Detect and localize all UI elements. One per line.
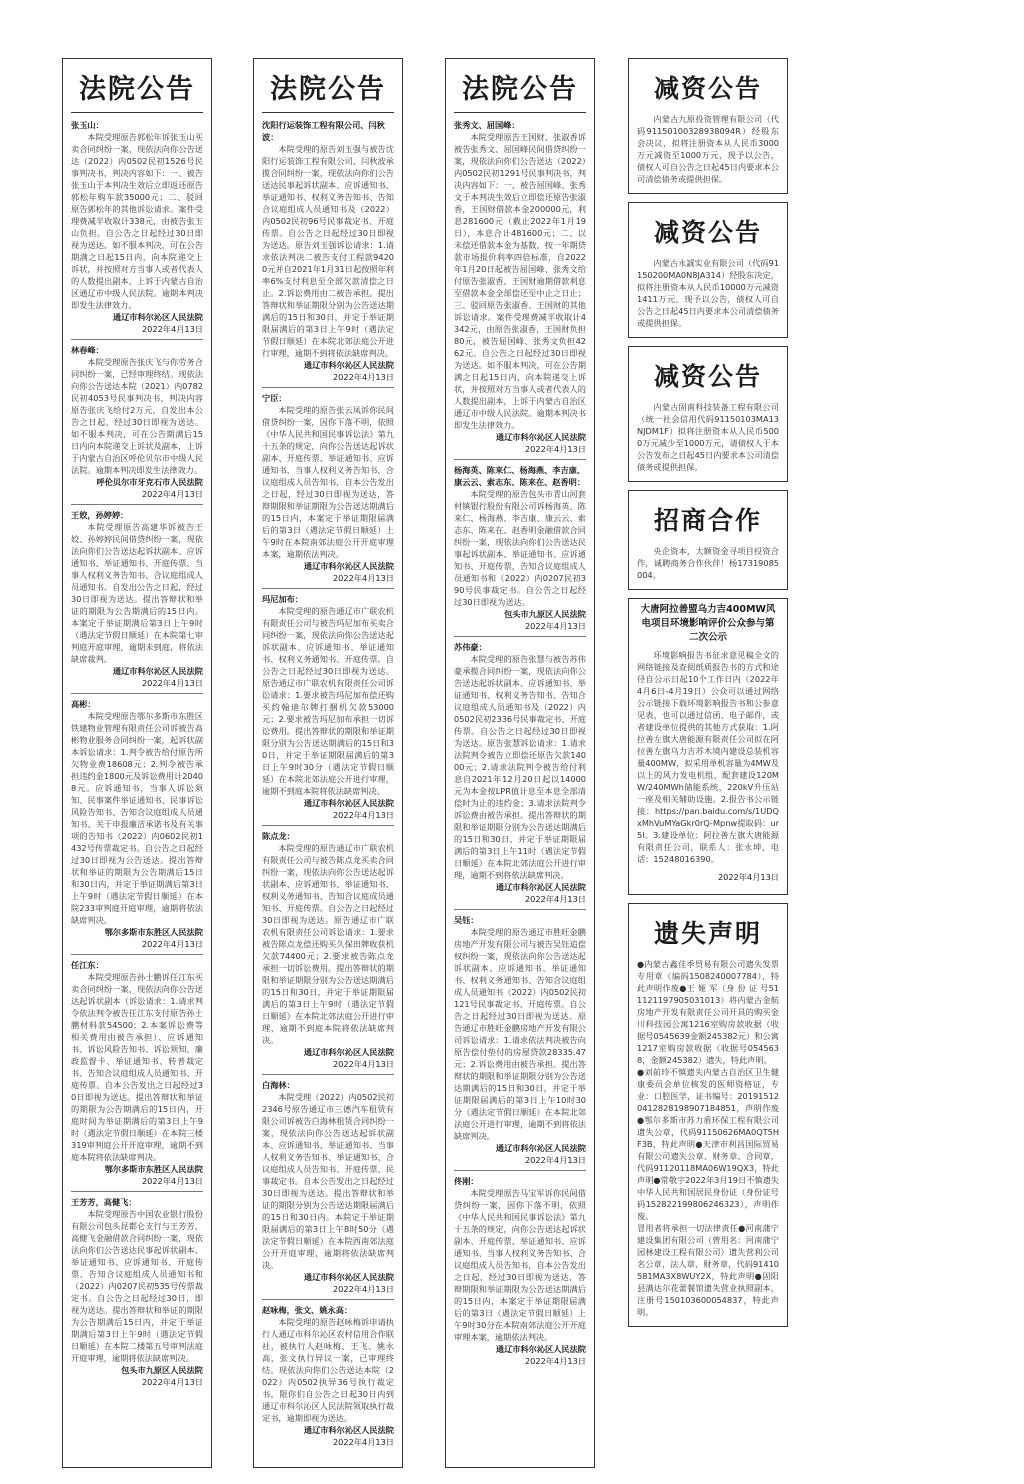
notice-party: 张秀文、屈国峰： [454,120,520,130]
notice-body: 本院受理原告孙士鹏诉任江东买卖合同纠纷一案，现依法向你公告送达起诉状副本（诉讼请求：1.请求判令依法判令被告任江东支付原告孙士鹏材料款54500；2.本案诉讼费等相关费用由被告承担）、应诉通知书、诉讼风险告知书、诉讼须知、廉政监督卡、举证通知书、转普裁定书、告知合议庭组成人员通知书、开庭传票。自本公告发出之日起经过30日即视为送达。提出答辩状和举证的期限为公告期满后的15日内，开庭时间为举证期满后的第3日上午9时（遇法定节假日顺延）在本院三楼319审判庭公开开庭审理，逾期不到庭本院将依法缺席判决。 [71,972,203,1162]
notice-party: 王芳芳，高健飞： [71,1197,137,1207]
notice-body: 环境影响报告书征求意见稿全文的网络链接及查阅纸质报告书的方式和途径自公示日起10个工作日内（2022年4月6日-4月19日）公众可以通过网络公示链接下载环境影响报告书和公参意见表，也可以通过信函、电子邮件，或者建设单位提供的其他方式获取：1.阿拉善左旗大唐能源有限责任公司拟在阿拉善左旗乌力吉苏木境内建设总装机容量400MW，拟采用单机容量为4MW及以上的风力发电机组，配套建设120MW/240MWh储能系统、220kV升压站一座及相关辅助设施。2.报告书公示链接：https://pan.baidu.com/s/1UDQxMhVuMYaGkr0rQ-Mpnw提取码：ur5l。3.建设单位：阿拉善左旗大唐能源有限责任公司，联系人：张永坤，电话：15248016390。 [637,650,779,864]
divider [454,459,586,460]
notice-date: 2022年4月13日 [332,1284,394,1294]
court-notice [262,1304,394,1448]
notice-date: 2022年4月13日 [332,1437,394,1447]
notice-date: 2022年4月13日 [332,1059,394,1069]
court-notice-column-2 [253,58,403,1468]
notice-date: 2022年4月13日 [332,372,394,382]
notice-date: 2022年4月13日 [332,810,394,820]
notice-list [262,119,394,1448]
notice-party: 高彬： [71,699,96,709]
notice-court: 通辽市科尔沁区人民法院 [303,1047,394,1057]
notice-court: 通辽市科尔沁区人民法院 [495,882,586,892]
notice-date: 2022年4月13日 [141,1377,203,1387]
capital-reduction-notice-3 [628,346,788,482]
notice-body: 本院受理原告马宝军诉你民间借贷纠纷一案，因你下落不明，依照《中华人民共和国民事诉讼法》第九十五条的规定，向你公告送达起诉状副本、开庭传票、举证通知书、应诉通知书、当事人权利义务告知书、合议庭组成人员告知书，自本公告发出之日起，经过30日即视为送达，答辩期限和举证期限为公告送达期满后的15日内，本案定于举证期限届满后的第3日（遇法定节假日顺延）上午9时30分在本院南郊法庭公开开庭审理本案，逾期依法判决。 [454,1188,586,1342]
court-notice [262,1079,394,1295]
notice-body: 内蒙古固南科技装备工程有限公司（统一社会信用代码91150103MA13NJDM1F）拟将注册资本从人民币5000万元减少至1000万元，请债权人于本公告发布之日起45日内要求本公司清偿债务或提供担保。 [637,402,779,472]
court-notice [454,914,586,1166]
notice-party: 林春峰： [71,345,104,355]
divider [262,1074,394,1075]
notice-court: 鄂尔多斯市东胜区人民法院 [104,1164,203,1174]
divider [71,339,203,340]
notice-court: 呼伦贝尔市牙克石市人民法院 [96,477,203,487]
notice-court: 通辽市科尔沁区人民法院 [495,1344,586,1354]
notice-date: 2022年4月13日 [717,872,779,882]
notice-body: 本院受理原告王国财、张淑香诉被告张秀文、屈国峰民间借贷纠纷一案，现依法向你们公告送达（2022）内0502民初1291号民事判决书，判决内容如下：一、被告屈国峰、张秀文于本判决生效后立即偿还原告张淑香，王国财借款本金200000元，利息281600元（截止2022年1月19日），本息合计481600元；二、以未偿还借款本金为基数，按一年期贷款市场报价利率四倍标准，自2022年1月20日起被告屈国峰、张秀文给付原告张淑香、王国财逾期借款利息至借款本金全部偿还至中止之日止；三、驳回原告张淑香、王国财的其他诉讼请求。案件受理费减半收取计4342元，由原告张淑香，王国财负担80元，被告屈国峰、张秀文负担4262元。自公告之日起经过30日即视为送达。如不服本判决，可在公告期满之日起15日内，向本院递交上诉状，并按照对方当事人或者代表人的人数提出副本，上诉于内蒙古自治区通辽市中级人民法院。逾期本判决书即发生法律效力。 [454,132,586,430]
notice-title: 遗失声明 [653,919,762,948]
notice-title: 减资公告 [653,362,762,391]
notice-title: 招商合作 [653,506,762,535]
divider [71,1191,203,1192]
court-notice [262,119,394,383]
notice-party: 玛尼加布： [262,594,303,604]
notice-date: 2022年4月13日 [141,489,203,499]
divider [262,1299,394,1300]
notice-body: 本院受理的原告通辽市胜旺金鹏房地产开发有限公司与被告吴钰追偿权纠纷一案，现依法向你公告送达起诉状副本、应诉通知书、举证通知书、权利义务通知书、告知合议庭组成人员通知书（2022）内0502民初121号民事裁定书、开庭传票。自公告之日起经过30日即视为送达。原告通辽市胜旺金鹏房地产开发有限公司诉讼请求：1.请求依法判决被告向原告偿付垫付的房屋贷款28335.47元；2.诉讼费用由被告承担。提出答辩状的期限和举证期限分别为公告送达期满后的15日和30日，并定于举证期限届满后的第3日上午10时30分（遇法定节假日顺延）在本院北郊法庭公开进行审理，逾期不到将依法缺席判决。 [454,927,586,1141]
notice-date: 2022年4月13日 [332,573,394,583]
court-notice [454,1175,586,1367]
notice-title: 减资公告 [653,218,762,247]
notice-date: 2022年4月13日 [524,1155,586,1165]
lost-item: 冒用者将承担一切法律责任●河南蒲宁建设集团有限公司（曾用名：河南蒲宁园林建设工程有限公司）遗失营利公司名公章，法人章，财务章，代码91410581MA3X8WUY2X，特此声明●固阳县满达尔花蕾餐馆遗失营业执照副本，注册号150103600054837，特此声明。 [637,1223,779,1317]
notice-body: 本院受理的原告包头市青山河套村镇银行股份有限公司诉杨海英、陈来仁、杨海燕、李吉康、康云云、索志东、陈来在、赵香明金融借款合同纠纷一案，现依法向你们公告送达民事起诉状副本、举证通知书、应诉通知书、开庭传票，告知合议庭组成人员通知书和（2022）内0207民初390号民事裁定书。自公告之日起经过30日即视为送达。 [454,489,586,607]
notice-party: 宁臣： [262,393,287,403]
court-notice [71,698,203,950]
court-notice [454,641,586,905]
notice-date: 2022年4月13日 [141,1176,203,1186]
notice-party: 吴钰： [454,915,479,925]
notice-date: 2022年4月13日 [141,678,203,688]
notice-body: 本院受理原告高建华诉被告王姣、孙婷婷民间借贷纠纷一案，现依法向你们公告送达起诉状副本、应诉通知书、举证通知书、开庭传票、当事人权利义务告知书、合议庭组成人员通知书。自发出公告之日起，经过30日即视为送达。提出答辩状和举证的期限为公告期满后的15日内。本案定于举证期满后第3日上午9时（遇法定节假日顺延）在本院第七审判庭开庭审理，逾期未到庭，将依法缺席裁判。 [71,522,203,664]
notice-body: 央企资本，大额资金寻项目投资合作，诚聘商务合作伙伴！杨17319085004。 [637,546,779,580]
notice-party: 佟刚： [454,1176,479,1186]
column-title: 法院公告 [454,63,586,113]
court-notice [454,464,586,632]
notice-party: 沈阳行运装饰工程有限公司、闫秋波： [262,120,385,142]
notice-court: 包头市九原区人民法院 [504,609,586,619]
notice-body: 内蒙古永誠实业有限公司（代码91150200MA0N8JA314）经股东决定，拟将注册资本从人民币10000万元减资1411万元，现予以公告，债权人可自公告之日起45日内要求本公司清偿债务或提供担保。 [637,258,779,328]
divider [454,1170,586,1171]
notice-body: 本院受理原告郭松年诉张玉山买卖合同纠纷一案，现依法向你公告送达（2022）内0502民初1526号民事判决书，判决内容如下：一、被告张玉山于本判决生效后立即返还原告郭松年购车款35000元；二、驳回原告郭松年的其他诉讼请求。案件受理费减半收取计338元，由被告张玉山负担。自公告之日起经过30日即视为送达。如不服本判决，可在公告期满之日起15日内，向本院递交上诉状，并按照对方当事人或者代表人的人数提出副本，上诉于内蒙古自治区通辽市中级人民法院。逾期本判决即发生法律效力。 [71,132,203,310]
notice-title: 大唐阿拉善盟乌力吉400MW风电项目环境影响评价公众参与第二次公示 [640,604,776,643]
divider [454,636,586,637]
notice-party: 王姣，孙婷婷： [71,510,129,520]
column-title: 法院公告 [71,63,203,113]
notice-court: 鄂尔多斯市东胜区人民法院 [104,927,203,937]
court-notice [71,119,203,335]
notice-body: 本院受理的原告张慧与被告苏伟豪承揽合同纠纷一案，现依法向你公告送达起诉状副本、应诉通知书、举证通知书、权利义务告知书、告知合议庭组成人员通知书及（2022）内0502民初2336号民事裁定书、开庭传票。自公告之日起经过30日即视为送达。原告张慧诉讼请求：1.请求法院判令被告立即偿还原告欠款14000元；2.请求法院判令被告给付利息自2021年12月20日起以14000元为本金按LPR值计息至本息全部清偿时为止的违约金；3.请求法院判令诉讼费由被告承担。提出答辩状的期限和举证期限分别为公告送达期满后的15日和30日，并定于举证期限届满后的第3日上午11时（遇法定节假日顺延）在本院北郊法庭公开进行审理，逾期不到将依法缺席判决。 [454,654,586,880]
notice-date: 2022年4月13日 [524,894,586,904]
notice-court: 通辽市科尔沁区人民法院 [112,312,203,322]
notice-body: 本院受理原告张庆飞与你劳务合同纠纷一案，已经审理终结。现依法向你公告送达本院（2021）内0782民初4053号民事判决书，判决内容原告张庆飞给付2万元，自发出本公告之日起，经过30日即视为送达。如不服本判决，可在公告期满后15日内向本院递交上诉状及副本，上诉于内蒙古自治区呼伦贝尔市中级人民法院。逾期本判决即发生法律效力。 [71,357,203,475]
notice-body: 内蒙古九原投资管理有限公司（代码91150100328938094R）经股东会决议，拟将注册资本从人民币3000万元减资至1000万元，现予以公告，债权人可自公告之日起45日内要求本公司清偿债务或提供担保。 [637,114,779,184]
notice-court: 包头市九原区人民法院 [121,1365,203,1375]
notice-date: 2022年4月13日 [524,621,586,631]
lost-item: ●内蒙古鑫佳季贸易有限公司遗失发票专用章（编码1508240007784），特此声明作废●王 娅 军（身 份 证 号511121197905031013）将内蒙古金航房地产开发有限责任公司开具的购买金川科技园公寓1216室购房款收据（收据号0545639金额245382元）和公寓1217室购房款收据（收据号0545638，金额245382）遗失，特此声明。 [637,959,779,1065]
notice-body: 本院受理的原告通辽市广联农机有限责任公司与被告陈点龙买卖合同纠纷一案，现依法向你公告送达起诉状副本、应诉通知书、举证通知书、权利义务通知书、告知合议庭成员通知书、开庭传票。自公告之日起经过30日即视为送达。原告通辽市广联农机有限责任公司诉讼请求：1.要求被告陈点龙偿还购买久保田牌收获机欠款74400元；2.要求被告陈点龙承担一切诉讼费用。提出答辩状的期限和举证期限分别为公告送达期满后的15日和30日，并定于举证期限届满后的第3日上午9时（遇法定节假日顺延）在本院北郊法庭公开进行审理，逾期不到庭本院将依法缺席判决。 [262,843,394,1045]
notice-court: 通辽市科尔沁区人民法院 [495,432,586,442]
column-title: 法院公告 [262,63,394,113]
notice-date: 2022年4月13日 [524,1356,586,1366]
notice-party: 白海林： [262,1080,295,1090]
notice-date: 2022年4月13日 [141,939,203,949]
capital-reduction-notice-2 [628,202,788,338]
notice-court: 通辽市科尔沁区人民法院 [303,798,394,808]
notice-body: 本院受理的原告张云凤诉你民间借贷纠纷一案，因你下落不明，依照《中华人民共和国民事诉讼法》第九十五条的规定，向你公告送达起诉状副本、开庭传票、举证通知书、应诉通知书、当事人权利义务告知书、合议庭组成人员告知书，自本公告发出之日起，经过30日即视为送达，答辩期限和举证期限为公告送达期满后的15日内，本案定于举证期限届满后的第3日（遇法定节假日顺延）上午9时在本院南郊法庭公开开庭审理本案，逾期依法判决。 [262,405,394,559]
lost-item: ●刘前玲不慎遗失内蒙古自治区卫生健康委员会单位核发的医师资格证，专业：口腔医学，证书编号：2019151204128281989071848​51，声明作废●鄂尔多斯市苏力盾环保工程有限公司遗失公章，代码91150626MA0QT5HF3B，特此声明●天津市利昌国际贸易有限公司遗失公章、财务章、合同章，代码91120118MA06W19QX3，特此声明●常敬宇2022年3月19日不慎遗失中华人民共和国居民身份证（身份证号码152822199806246323），声明作废。 [637,1067,779,1221]
court-notice [262,593,394,821]
court-notice [71,344,203,500]
notice-court: 通辽市科尔沁区人民法院 [495,1143,586,1153]
notice-date: 2022年4月13日 [524,444,586,454]
eia-notice [628,598,788,895]
divider [71,693,203,694]
notice-party: 陈点龙： [262,831,295,841]
notice-party: 任江东： [71,960,104,970]
capital-reduction-notice-1 [628,58,788,194]
court-notice-column-1 [62,58,212,1468]
notice-body: 本院受理原告鄂尔多斯市东胜区铁建物业管理有限责任公司诉被告高彬物业服务合同纠纷一案，起诉状副本诉讼请求：1.判令被告给付原告所欠物业费18608元；2.判令被告承担违约金1800元及诉讼费用计20408元。应诉通知书，当事人诉讼须知、民事案件举证通知书、民事诉讼风险告知书、告知合议庭组成人员通知书、关于申报廉洁承诺书及有关事项的告知书（2022）内0602民初1432号传票裁定书。自公告之日起经过30日即视为公告送达。提出答辩状和举证的期限为公告期满后15日和30日内，并定于举证期满后第3日上午9时（遇法定节假日顺延）在本院233审判庭开庭审理，逾期将依法缺席判决。 [71,711,203,925]
notice-list [71,119,203,1388]
notice-body: 本院受理原告中国农业银行股份有限公司包头昆都仑支行与王芳芳、高健飞金融借款合同纠纷一案，现依法向你们公告送达民事起诉状副本、举证通知书、应诉通知书、开庭传票、告知合议庭组成人员通知书和（2022）内0207民初535号传票裁定书。自公告之日起经过30日，即视为送达。提出答辩状和举证的期限为公告期满后15日内，并定于举证期满后第3日上午9时（遇法定节假日顺延）在本院二楼第五号审判法庭开庭审理，逾期将依法缺席判决。 [71,1209,203,1363]
notice-court: 通辽市科尔沁区人民法院 [303,360,394,370]
investment-notice [628,490,788,590]
notice-court: 通辽市科尔沁区人民法院 [112,666,203,676]
divider [454,909,586,910]
notice-court: 通辽市科尔沁区人民法院 [303,561,394,571]
notice-party: 赵咏梅，张文、姚永高： [262,1305,353,1315]
divider [71,954,203,955]
lost-list [637,958,779,1318]
court-notice [71,1196,203,1388]
court-notice-column-3 [445,58,595,1468]
notice-body: 本院受理的原告刘玉强与被告沈阳行运装饰工程有限公司、闫秋波承揽合同纠纷一案，现依法向你们公告送达民事起诉状副本、应诉通知书、举证通知书、权利义务告知书、告知合议庭组成人员通知书及（2022）内0502民初96号民事裁定书、开庭传票。自公告之日起经过30日即视为送达。原告刘玉强诉讼请求：1.请求依法判决二被告支付工程款94200元并自2021年1月31日起按照年利率6%支付利息至全部欠款清偿之日止。2.诉讼费用由二被告承担。提出答辩状和举证期限分别为公告送达期满后的15日和30日，并定于举证期限届满后的第3日上午9时（遇法定节假日顺延）在本院北郊法庭公开进行审理，逾期不到将依法缺席判决。 [262,144,394,358]
divider [262,588,394,589]
court-notice [71,959,203,1187]
notice-court: 通辽市科尔沁区人民法院 [303,1425,394,1435]
divider [71,504,203,505]
notice-court: 通辽市科尔沁区人民法院 [303,1272,394,1282]
notice-title: 减资公告 [653,74,762,103]
court-notice [454,119,586,455]
notice-body: 本院受理的原告通辽市广联农机有限责任公司与被告玛尼加布买卖合同纠纷一案，现依法向你公告送达起诉状副本、应诉通知书、举证通知书、权利义务通知书、开庭传票。自公告之日起经过30日即视为送达。原告通辽市广联农机有限责任公司诉讼请求：1.要求被告玛尼加布偿还购买约翰迪尔牌打捆机欠款53000元；2.要求被告玛尼加布承担一切诉讼费用。提出答辩状的期限和举证期限分别为公告送达期满后的15日和30日，并定于举证期限届满后的第3日上午9时30分（遇法定节假日顺延）在本院北郊法庭公开进行审理，逾期不到庭本院将依法缺席判决。 [262,606,394,796]
lost-declaration [628,903,788,1327]
divider [262,825,394,826]
notice-body: 本院受理的原告赵咏梅诉申请执行人通辽市科尔沁区农村信用合作联社，被执行人赵咏梅、王飞、姚永高，张文执行异议一案，已审理终结。现依法向你们公告送达本院（2022）内0502执异36号执行裁定书，限你们自公告之日起30日内到通辽市科尔沁区人民法院领取执行裁定书，逾期即视为送达。 [262,1317,394,1423]
court-notice [71,509,203,689]
divider [262,387,394,388]
notice-party: 张玉山： [71,120,104,130]
court-notice [262,392,394,584]
notice-party: 杨海英、陈来仁、杨海燕、李吉康、康云云、索志东、陈来在、赵香明： [454,465,586,487]
notice-date: 2022年4月13日 [141,324,203,334]
notice-list [454,119,586,1367]
notice-party: 苏伟豪： [454,642,487,652]
side-column [628,58,788,1468]
notice-body: 本院受理（2022）内0502民初2346号原告通辽市三德汽车租赁有限公司诉被告白海林租赁合同纠纷一案，现依法向你公告送达起诉状副本、应诉通知书、举证通知书、当事人权利义务告知书、举证通知书、合议庭组成人员告知书、开庭传票、民事裁定书。自本公告发出之日起经过30日即视为送达。提出答辩状和举证的期限分别为公告送达期限届满后的15日和30日内。本院定于举证期限届满后的第3日上午8时50分（遇法定节假日顺延）在本院西南郊法庭公开开庭审理，逾期将依法缺席判决。 [262,1092,394,1270]
court-notice [262,830,394,1070]
